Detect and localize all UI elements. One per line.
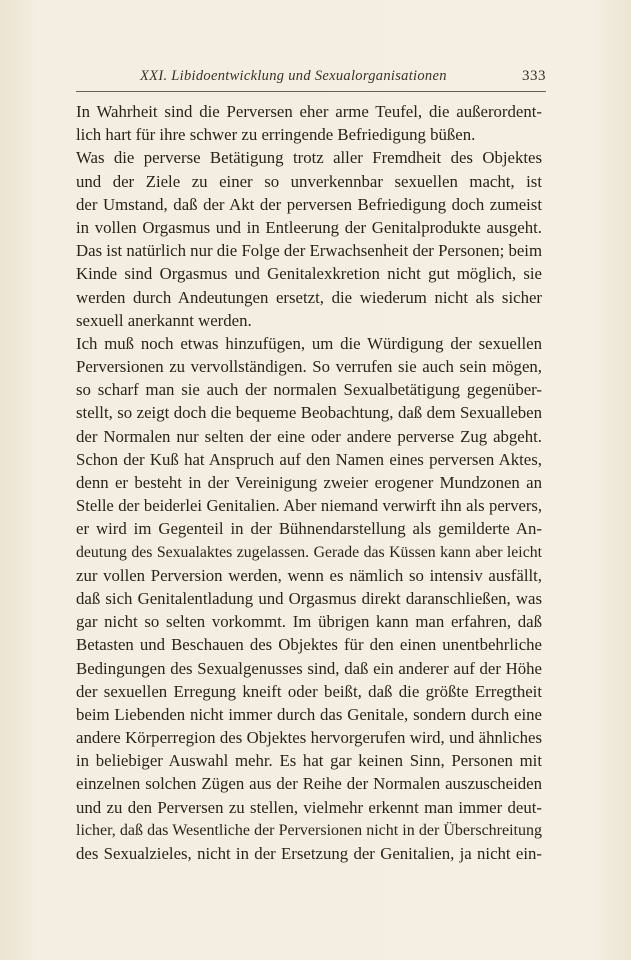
text-line: Schon der Kuß hat Anspruch auf den Namen eines perversen Aktes, (76, 449, 542, 469)
body-text (76, 100, 542, 865)
page-number: 333 (522, 68, 546, 84)
text-line: deutung des Sexualaktes zugelassen. Gerade das Küssen kann aber leicht (76, 543, 542, 561)
text-line: denn er besteht in der Vereinigung zweier erogener Mundzonen an (76, 473, 542, 492)
text-line: des Sexualzieles, nicht in der Ersetzung der Genitalien, ja nicht ein- (76, 844, 542, 863)
text-line: In Wahrheit sind die Perversen eher arme Teufel, die außerordent- (76, 102, 542, 121)
text-line: und der Ziele zu einer so unverkennbar sexuellen macht, ist (76, 171, 542, 191)
text-line: und zu den Perversen zu stellen, vielmehr erkennt man immer deut- (76, 797, 542, 817)
text-line: Bedingungen des Sexualgenusses sind, daß ein anderer auf der Höhe (76, 658, 542, 678)
text-line: Stelle der beiderlei Genitalien. Aber niemand verwirft ihn als pervers, (76, 496, 542, 516)
text-line: der Normalen nur selten der eine oder andere perverse Zug abgeht. (76, 426, 542, 446)
text-line: licher, daß das Wesentliche der Perversionen nicht in der Überschreitung (76, 821, 542, 839)
running-head: XXI. Libidoentwicklung und Sexualorganisationen (140, 68, 447, 84)
text-line: in beliebiger Auswahl mehr. Es hat gar keinen Sinn, Personen mit (76, 751, 542, 771)
page-header (76, 68, 546, 90)
text-line: Perversionen zu vervollständigen. So verrufen sie auch sein mögen, (76, 357, 542, 377)
text-line: in vollen Orgasmus und in Entleerung der Genitalprodukte ausgeht. (76, 217, 542, 237)
text-line: andere Körperregion des Objektes hervorgerufen wird, und ähnliches (76, 728, 542, 748)
text-line: gar nicht so selten vorkommt. Im übrigen kann man erfahren, daß (76, 612, 542, 632)
text-line: sexuell anerkannt werden. (76, 310, 252, 330)
text-line: der Umstand, daß der Akt der perversen Befriedigung doch zumeist (76, 194, 542, 214)
text-line: einzelnen solchen Zügen aus der Reihe der Normalen auszuscheiden (76, 774, 542, 794)
text-line: beim Liebenden nicht immer durch das Genitale, sondern durch eine (76, 704, 542, 724)
text-line: Ich muß noch etwas hinzufügen, um die Würdigung der sexuellen (76, 333, 542, 353)
text-line: daß sich Genitalentladung und Orgasmus direkt daranschließen, was (76, 588, 542, 608)
text-line: Was die perverse Betätigung trotz aller Fremdheit des Objektes (76, 148, 542, 168)
text-line: der sexuellen Erregung kneift oder beißt, daß die größte Erregtheit (76, 681, 542, 701)
header-rule (76, 91, 546, 92)
text-line: Betasten und Beschauen des Objektes für den einen unentbehrliche (76, 635, 542, 655)
text-line: Das ist natürlich nur die Folge der Erwachsenheit der Personen; beim (76, 241, 543, 261)
text-line: Kinde sind Orgasmus und Genitalexkretion nicht gut möglich, sie (76, 264, 542, 284)
text-line: er wird im Gegenteil in der Bühnendarstellung als gemilderte An- (76, 519, 542, 539)
text-line: werden durch Andeutungen ersetzt, die wiederum nicht als sicher (76, 287, 542, 307)
text-line: stellt, so zeigt doch die bequeme Beobachtung, daß dem Sexualleben (76, 403, 542, 423)
text-line: lich hart für ihre schwer zu erringende Befriedigung büßen. (76, 125, 476, 145)
text-line: zur vollen Perversion werden, wenn es nämlich so intensiv ausfällt, (76, 565, 542, 585)
text-line: so scharf man sie auch der normalen Sexualbetätigung gegenüber- (76, 380, 542, 400)
